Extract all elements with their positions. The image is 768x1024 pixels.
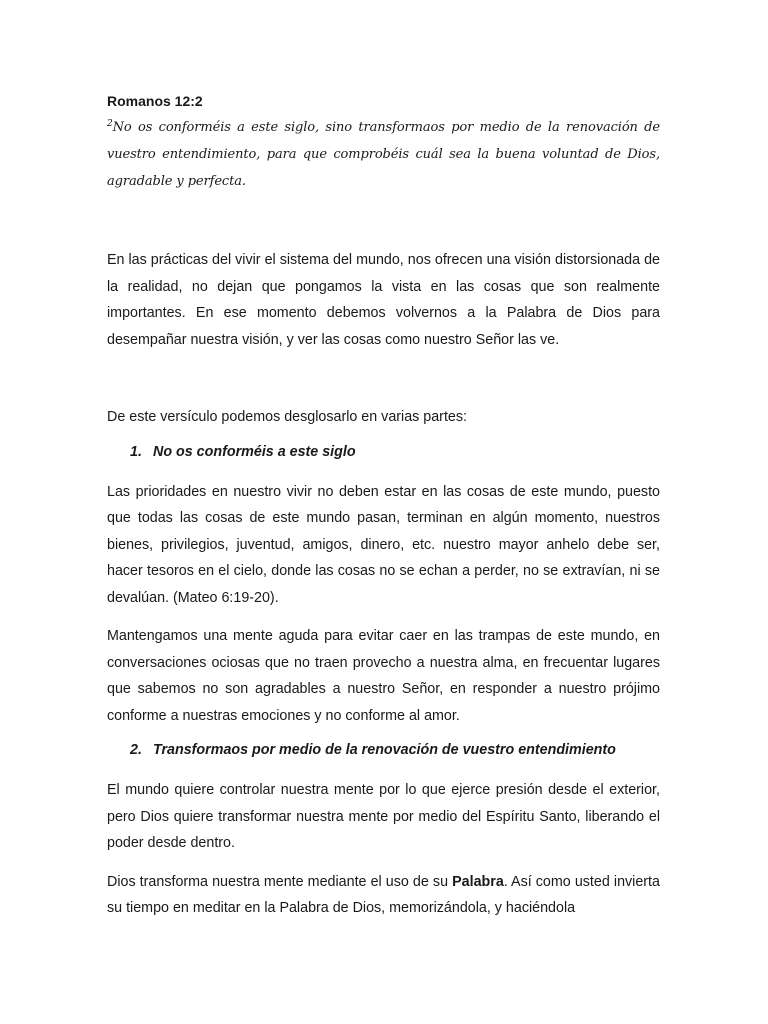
spacer (107, 857, 660, 869)
section-2-heading (107, 737, 660, 763)
palabra-bold: Palabra (452, 873, 504, 890)
spacer (107, 195, 660, 247)
section-1-heading (107, 439, 660, 465)
spacer (107, 465, 660, 479)
section-2-paragraph-2 (107, 869, 660, 922)
verse-text: No os conforméis a este siglo, sino transformaos por medio de la renovación de vuestro entendimiento, para que comprobéis cuál sea la buena voluntad de Dios, agradable y perfecta. (107, 120, 660, 189)
spacer (107, 611, 660, 623)
section-2-paragraph-2-end: . Así como usted invierta su tiempo en meditar en la Palabra de Dios, memorizándola, y haciéndola (107, 873, 660, 916)
section-2-paragraph-1: El mundo quiere controlar nuestra mente por lo que ejerce presión desde el exterior, pero Dios quiere transformar nuestra mente por medio del Espíritu Santo, liberando el poder desde dentro. (107, 782, 660, 851)
section-1-title: No os conforméis a este siglo (153, 443, 356, 460)
section-1-paragraph-2: Mantengamos una mente aguda para evitar caer en las trampas de este mundo, en conversaciones ociosas que no traen provecho a nuestra alma, en frecuentar lugares que sabemos no son agradables a nuestro Señor, en responder a nuestro prójimo conforme a nuestras emociones y no conforme al amor. (107, 628, 660, 724)
document-page (107, 88, 660, 922)
section-2-number: 2. (130, 742, 142, 758)
parts-intro: De este versículo podemos desglosarlo en varias partes: (107, 409, 467, 425)
section-2-paragraph-2-start: Dios transforma nuestra mente mediante el uso de su (107, 873, 453, 890)
section-1-number: 1. (130, 443, 142, 460)
section-1-paragraph-1: Las prioridades en nuestro vivir no deben estar en las cosas de este mundo, puesto que todas las cosas de este mundo pasan, terminan en algún momento, nuestros bienes, privilegios, juventud, amigos, dinero, etc. nuestro mayor anhelo debe ser, hacer tesoros en el cielo, donde las cosas no se echan a perder, no se extravían, ni se devalúan. (Mateo 6:19-20). (107, 483, 660, 606)
spacer (107, 353, 660, 404)
bible-verse (107, 114, 660, 195)
document-title: Romanos 12:2 (107, 93, 203, 109)
intro-paragraph: En las prácticas del vivir el sistema del mundo, nos ofrecen una visión distorsionada de la realidad, no dejan que pongamos la vista en las cosas que son realmente importantes. En ese momento debemos volvernos a la Palabra de Dios para desempañar nuestra visión, y ver las cosas como nuestro Señor las ve. (107, 252, 660, 348)
section-2-title: Transformaos por medio de la renovación de vuestro entendimiento (153, 742, 616, 758)
spacer (107, 431, 660, 439)
spacer (107, 763, 660, 777)
verse-number: 2 (107, 119, 113, 129)
spacer (107, 729, 660, 737)
